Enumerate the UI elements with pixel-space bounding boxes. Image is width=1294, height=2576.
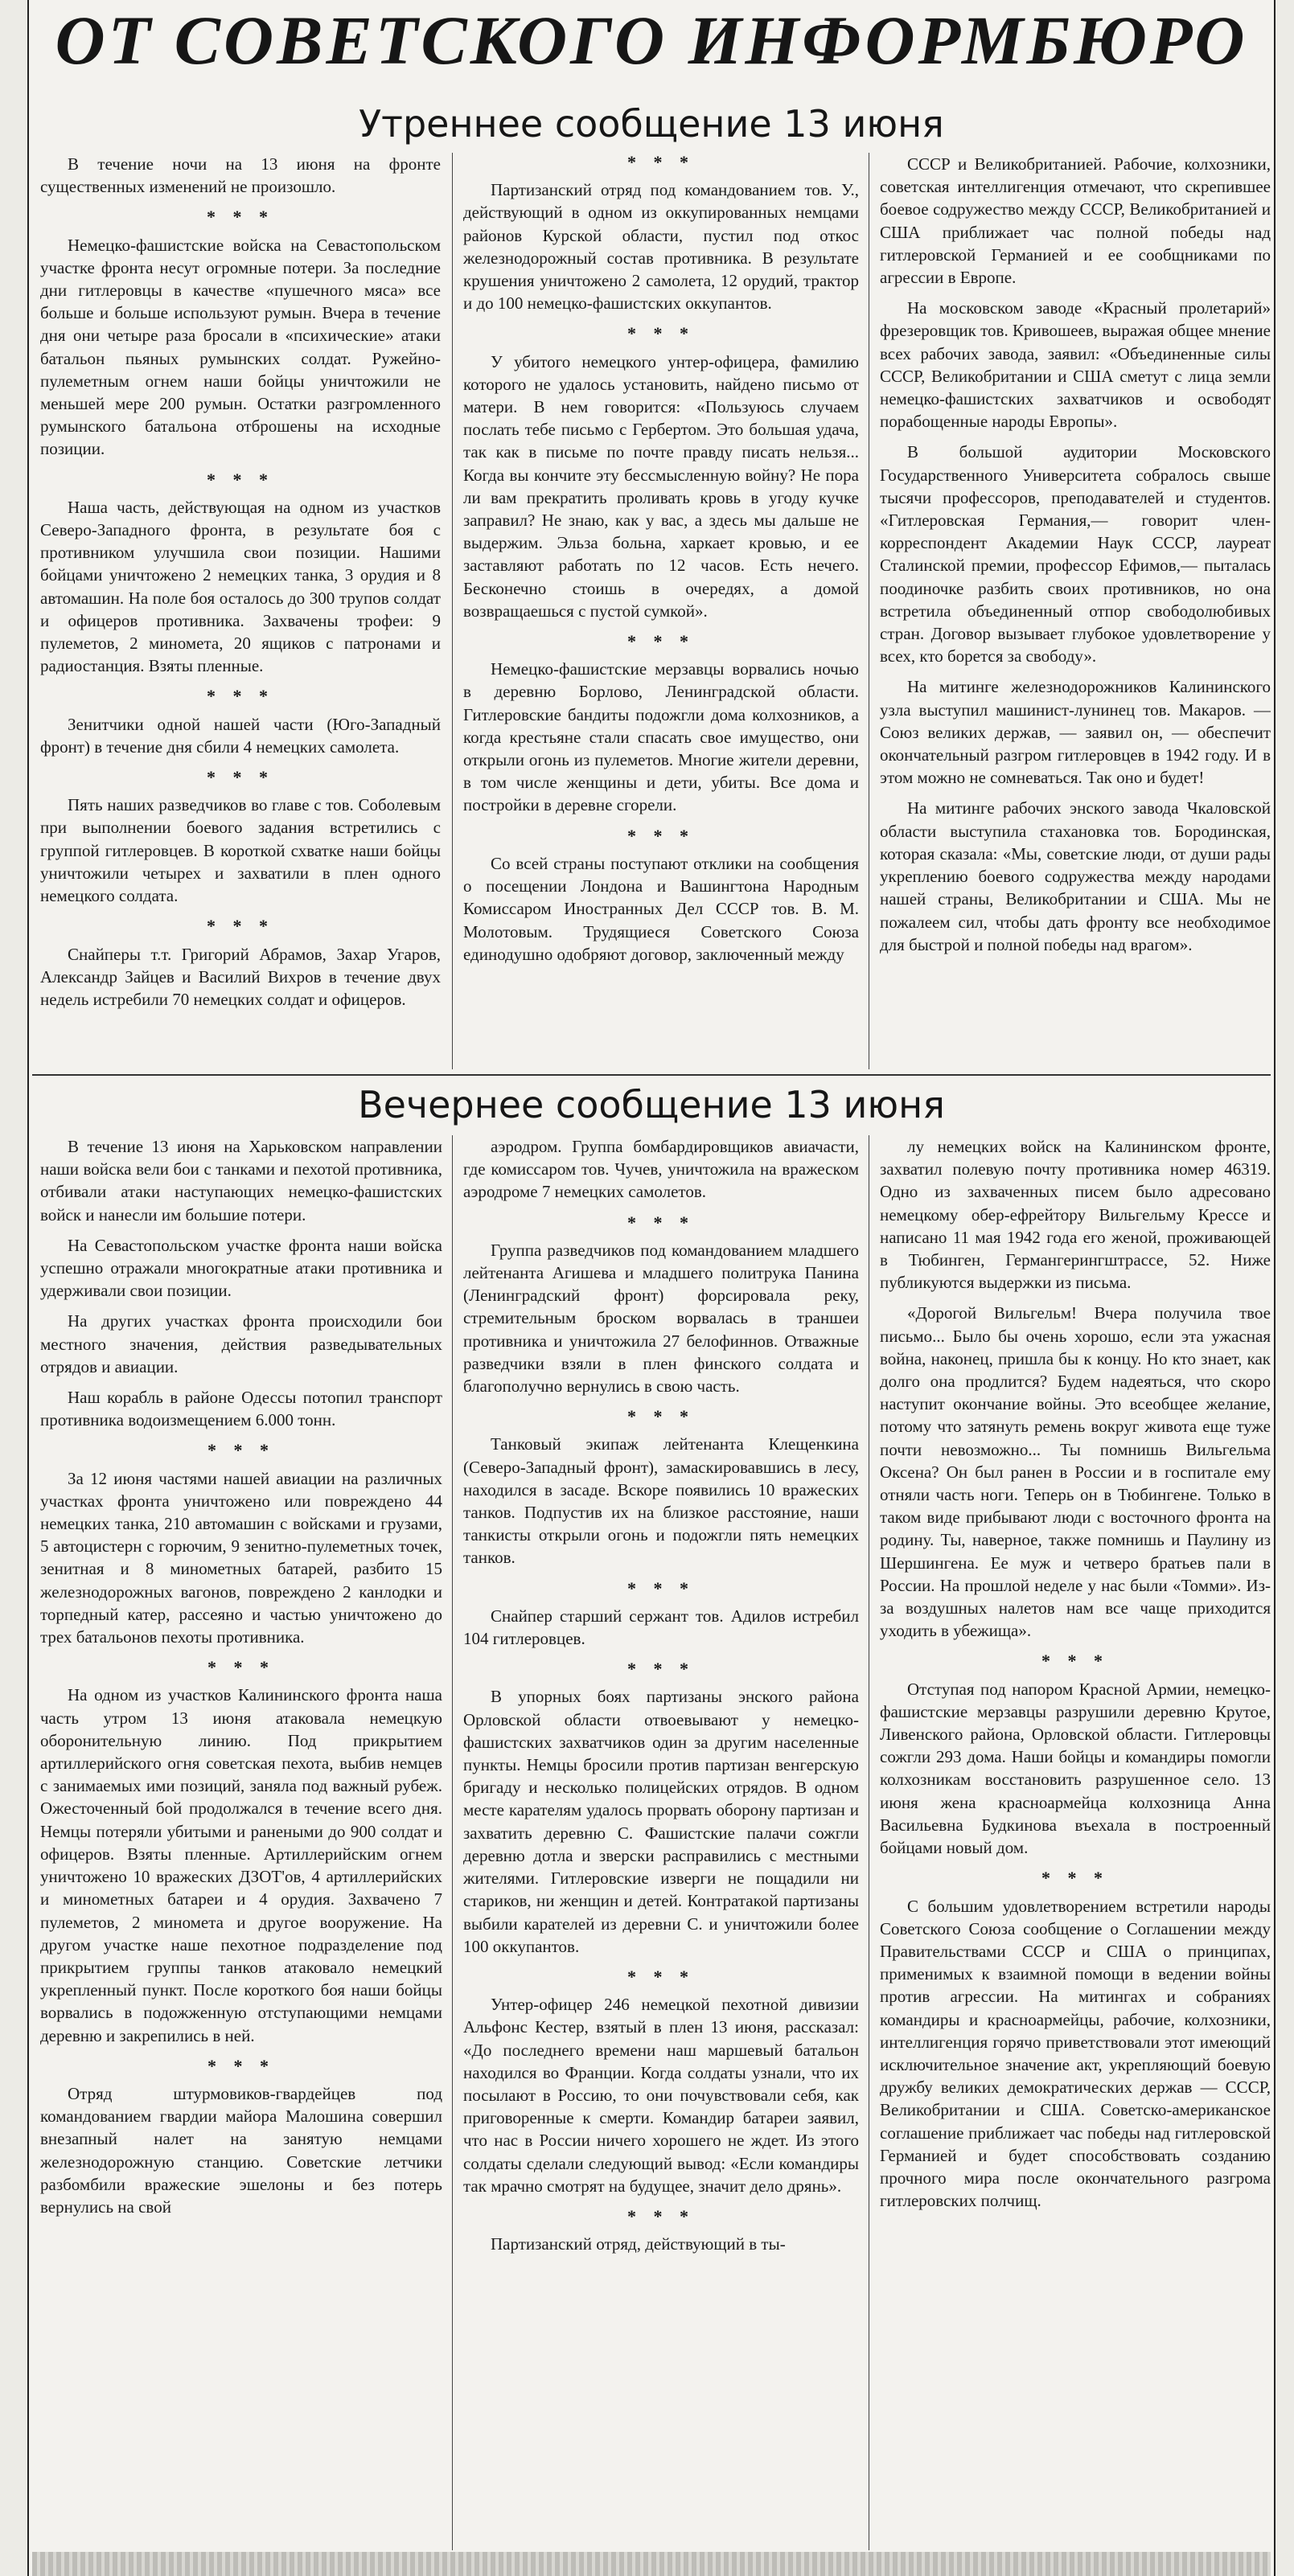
evening-heading: Вечернее сообщение 13 июня	[358, 1083, 945, 1126]
section-separator: * * *	[627, 1406, 695, 1427]
section-separator: * * *	[207, 207, 274, 228]
morning-column-2	[463, 150, 859, 1058]
section-separator: * * *	[1041, 1651, 1109, 1672]
section-separator: * * *	[627, 1577, 695, 1598]
article-paragraph: Немецко-фашистские мерзавцы ворвались ночью в деревню Борлово, Ленинградской области. Гитлеровские бандиты подожгли дома колхозников, а когда крестьяне стали спасать свое имущество, они открыли огонь из пулеметов. Многие жители деревни, в том числе женщины и дети, убиты. Все дома и постройки в деревне сгорели.	[463, 659, 859, 815]
article-paragraph: С большим удовлетворением встретили народы Советского Союза сообщение о Соглашении между Правительствами СССР и США о принципах, применимых к взаимной помощи в ведении войны против агрессии. На митингах и собраниях командиры и красноармейцы, рабочие, колхозники, интеллигенция горячо приветствовали этот имеющий исключительное значение акт, укрепляющий боевую дружбу великих демократических держав — СССР, Великобритании и США. Советско-американское соглашение приближает час победы над гитлеровской Германией и будет способствовать созданию прочного мира после окончательного разгрома гитлеровских полчищ.	[880, 1896, 1271, 2211]
section-separator: * * *	[627, 631, 695, 652]
article-paragraph: На других участках фронта происходили бои местного значения, действия разведывательных отрядов и авиации.	[40, 1311, 442, 1376]
section-separator: * * *	[207, 767, 274, 788]
article-paragraph: Снайперы т.т. Григорий Абрамов, Захар Угаров, Александр Зайцев и Василий Вихров в течение двух недель истребили 70 немецких солдат и офицеров.	[40, 944, 441, 1009]
morning-column-3	[880, 153, 1271, 1069]
right-margin-column	[1274, 0, 1294, 2576]
morning-heading: Утреннее сообщение 13 июня	[359, 102, 944, 146]
section-separator: * * *	[1041, 1868, 1109, 1889]
article-paragraph: Со всей страны поступают отклики на сообщения о посещении Лондона и Вашингтона Народным Комиссаром Иностранных Дел СССР тов. В. М. Молотовым. Трудящиеся Советского Союза единодушно одобряют договор, заключенный между	[463, 853, 859, 964]
article-paragraph: На Севастопольском участке фронта наши войска успешно отражали многократные атаки противника и удерживали свои позиции.	[40, 1235, 442, 1301]
article-paragraph: Снайпер старший сержант тов. Адилов истребил 104 гитлеровцев.	[463, 1606, 859, 1649]
article-paragraph: Наш корабль в районе Одессы потопил транспорт противника водоизмещением 6.000 тонн.	[40, 1388, 442, 1430]
article-paragraph: В течение ночи на 13 июня на фронте существенных изменений не произошло.	[40, 154, 441, 197]
section-separator: * * *	[627, 323, 695, 344]
section-separator: * * *	[627, 152, 695, 172]
section-separator: * * *	[627, 1212, 695, 1233]
left-margin-column	[0, 0, 29, 2576]
article-paragraph: У убитого немецкого унтер-офицера, фамилию которого не удалось установить, найдено письмо от матери. В нем говорится: «Пользуюсь случаем послать тебе письмо с Гербертом. Это большая удача, так как в письме по почте правду писать нельзя... Когда вы кончите эту бессмысленную войну? Не пора ли вам прекратить проливать кровь в угоду кучке заправил? Не знаю, как у вас, а здесь мы дальше не выдержим. Эльза больна, харкает кровью, и ее заставляют работать по 12 часов. Есть нечего. Бесконечно стоишь в очередях, а домой возвращаешься с пустой сумкой».	[463, 351, 859, 621]
article-paragraph: Партизанский отряд, действующий в ты-	[491, 2234, 786, 2254]
section-separator: * * *	[627, 1966, 695, 1987]
article-paragraph: На одном из участков Калининского фронта наша часть утром 13 июня атаковала немецкую оборонительную линию. Под прикрытием артиллерийского огня советская пехота, выбив немцев с занимаемых ими позиций, заняла под важный рубеж. Ожесточенный бой продолжался в течение всего дня. Немцы потеряли убитыми и ранеными до 900 солдат и офицеров. Взяты пленные. Артиллерийским огнем уничтожено 10 вражеских ДЗОТ'ов, 4 артиллерийских и минометных батареи и 4 орудия. Захвачено 7 пулеметов, 2 миномета и другое вооружение. На другом участке наше пехотное подразделение под прикрытием группы танков атаковало немецкий укрепленный пункт. После короткого боя наши бойцы ворвались в подожженную отступающими немцами деревню и закрепились в ней.	[40, 1685, 442, 2045]
article-paragraph: Отступая под напором Красной Армии, немецко-фашистские мерзавцы разрушили деревню Крутое, Ливенского района, Орловской области. Гитлеровцы сожгли 293 дома. Наши бойцы и командиры помогли колхозникам восстановить разрушенное село. 13 июня жена красноармейца колхозница Анна Васильевна Будкинова въехала в построенный бойцами новый дом.	[880, 1679, 1271, 1858]
article-paragraph: «Дорогой Вильгельм! Вчера получила твое письмо... Было бы очень хорошо, если эта ужасная война, наконец, пришла бы к концу. Но кто знает, как долго она продлится? Будем надеяться, что скоро наступит окончание войны. Это всеобщее желание, потому что затянуть ремень вокруг живота еще туже почти невозможно... Ты помнишь Вильгельма Оксена? Он был ранен в России и в госпитале ему отняли часть ноги. Теперь он в Тюбингене. Только в таком виде прибывают люди с восточного фронта на родину. Ты, наверное, также помнишь и Паулину из Шершингена. Ее муж и четверо братьев пали в России. На прошлой неделе у нас были «Томми». Из-за воздушных налетов нам все чаще приходится уходить в убежища».	[880, 1303, 1271, 1641]
section-separator: * * *	[207, 1657, 275, 1678]
page-bottom-edge	[32, 2552, 1271, 2576]
morning-column-1	[40, 153, 441, 1069]
evening-column-3	[880, 1135, 1271, 2550]
article-paragraph: Немецко-фашистские войска на Севастопольском участке фронта несут огромные потери. За последние дни гитлеровцы в качестве «пушечного мяса» все больше и больше используют румын. Вчера в течение дня они четыре раза бросали в «психические» атаки батальон пьяных румынских солдат. Ружейно-пулеметным огнем наши бойцы уничтожили не меньшей мере 200 румын. Остатки разгромленного румынского батальона отброшены на исходные позиции.	[40, 235, 441, 459]
article-paragraph: На митинге рабочих энского завода Чкаловской области выступила стахановка тов. Бородинская, которая сказала: «Мы, советские люди, от души рады укреплению боевого содружества между народами нашей страны, Великобритании и США. Мы не пожалеем сил, чтобы дать фронту все необходимое для быстрой и полной победы над врагом».	[880, 798, 1271, 954]
article-paragraph: Зенитчики одной нашей части (Юго-Западный фронт) в течение дня сбили 4 немецких самолета.	[40, 714, 441, 757]
article-paragraph: лу немецких войск на Калининском фронте, захватил полевую почту противника номер 46319. Одно из захваченных писем было адресовано немецкому обер-ефрейтору Вильгельму Крессе и написано 11 мая 1942 года его женой, проживающей в Тюбинген, Германгерингштрассе, 52. Ниже публикуются выдержки из письма.	[880, 1137, 1271, 1293]
article-paragraph: Группа разведчиков под командованием младшего лейтенанта Агишева и младшего политрука Панина (Ленинградский фронт) форсировала реку, стремительным броском ворвалась в траншеи противника и уничтожила 27 белофиннов. Отважные разведчики взяли в плен финского солдата и благополучно вернулись в свою часть.	[463, 1240, 859, 1397]
section-separator: * * *	[207, 686, 274, 707]
article-paragraph: Унтер-офицер 246 немецкой пехотной дивизии Альфонс Кестер, взятый в плен 13 июня, рассказал: «До последнего времени наш маршевый батальон находился во Франции. Когда солдаты узнали, что их посылают в Россию, то они почувствовали себя, как приговоренные к смерти. Командир батареи заявил, что нас в России ничего хорошего не ждет. Из этого солдаты сделали следующий вывод: «Если командиры так мрачно смотрят на будущее, значит дело дрянь».	[463, 1995, 859, 2196]
article-paragraph: Пять наших разведчиков во главе с тов. Соболевым при выполнении боевого задания встретились с группой гитлеровцев. В короткой схватке наши бойцы уничтожили четырех и захватили в плен одного немецкого солдата.	[40, 795, 441, 906]
evening-column-1	[40, 1135, 442, 2550]
article-paragraph: В большой аудитории Московского Государственного Университета собралось свыше тысячи профессоров, преподавателей и студентов. «Гитлеровская Германия,— говорит член-корреспондент Академии Наук СССР, лауреат Сталинской премии, профессор Ефимов,— пыталась поодиночке разбить своих противников, но она встретила объединенный отпор свободолюбивых стран. Договор вызывает глубокое удовлетворение у всех, кто борется за свободу».	[880, 442, 1271, 667]
newspaper-page	[32, 0, 1271, 2576]
section-separator: * * *	[207, 469, 274, 490]
article-paragraph: Партизанский отряд под командованием тов. У., действующий в одном из оккупированных немцами районов Курской области, пустил под откос железнодорожный состав противника. В результате крушения уничтожено 2 самолета, 12 орудий, трактор и до 100 немецко-фашистских оккупантов.	[463, 180, 859, 314]
section-separator: * * *	[627, 2205, 695, 2226]
article-paragraph: Наша часть, действующая на одном из участков Северо-Западного фронта, в результате боя с противником улучшила свои позиции. Нашими бойцами уничтожено 2 немецких танка, 3 орудия и 8 автомашин. На поле боя осталось до 300 трупов солдат и офицеров противника. Захвачены трофеи: 9 пулеметов, 2 миномета, 20 ящиков с патронами и радиостанция. Взяты пленные.	[40, 497, 441, 676]
page-title: ОТ СОВЕТСКОГО ИНФОРМБЮРО	[55, 2, 1248, 79]
section-separator: * * *	[627, 1659, 695, 1680]
section-separator: * * *	[207, 1440, 275, 1461]
article-paragraph: Отряд штурмовиков-гвардейцев под командованием гвардии майора Малошина совершил внезапный налет на занятую немцами железнодорожную станцию. Советские летчики разбомбили вражеские эшелоны и без потерь вернулись на свой	[40, 2083, 442, 2217]
article-paragraph: За 12 июня частями нашей авиации на различных участках фронта уничтожено или повреждено 44 немецких танка, 210 автомашин с войсками и грузами, 5 автоцистерн с горючим, 9 зенитно-пулеметных точек, зенитная и 8 минометных батарей, разбито 15 железнодорожных вагонов, повреждено 2 канлодки и торпедный катер, рассеяно и частью уничтожено до трех батальонов пехоты противника.	[40, 1468, 442, 1647]
section-divider	[32, 1074, 1271, 1076]
section-separator: * * *	[207, 2055, 275, 2076]
article-paragraph: СССР и Великобританией. Рабочие, колхозники, советская интеллигенция отмечают, что скрепившее боевое содружество между СССР, Великобританией и США приближает час полной победы над гитлеровской Германией и ее сообщниками по агрессии в Европе.	[880, 154, 1271, 288]
article-paragraph: В упорных боях партизаны энского района Орловской области отвоевывают у немецко-фашистских захватчиков один за другим населенные пункты. Немцы бросили против партизан венгерскую бригаду и несколько полицейских отрядов. В одном месте карателям удалось прорвать оборону партизан и захватить деревню С. Фашистские палачи сожгли деревню дотла и зверски расправились с местными жителями. Гитлеровские изверги не пощадили ни стариков, ни женщин и детей. Контратакой партизаны выбили карателей из деревни С. и уничтожили более 100 оккупантов.	[463, 1687, 859, 1956]
evening-column-2	[463, 1135, 859, 2550]
article-paragraph: В течение 13 июня на Харьковском направлении наши войска вели бои с танками и пехотой противника, отбивали атаки наступающих немецко-фашистских войск и нанесли им большие потери.	[40, 1137, 442, 1224]
article-paragraph: На московском заводе «Красный пролетарий» фрезеровщик тов. Кривошеев, выражая общее мнение всех рабочих завода, заявил: «Объединенные силы СССР, Великобритании и США сметут с лица земли немецко-фашистских захватчиков и освободят порабощенные народы Европы».	[880, 298, 1271, 432]
column-divider	[452, 153, 453, 1069]
article-paragraph: Танковый экипаж лейтенанта Клещенкина (Северо-Западный фронт), замаскировавшись в лесу, находился в засаде. Вскоре появились 10 вражеских танков. Подпустив их на близкое расстояние, наши танкисты открыли огонь и подожгли пять немецких танков.	[463, 1434, 859, 1568]
article-paragraph: аэродром. Группа бомбардировщиков авиачасти, где комиссаром тов. Чучев, уничтожила на вражеском аэродроме 7 немецких самолетов.	[463, 1137, 859, 1202]
article-paragraph: На митинге железнодорожников Калининского узла выступил машинист-лунинец тов. Макаров. — Союз великих держав, — заявил он, — обеспечит окончательный разгром гитлеровцев в 1942 году. И в этом можно не сомневаться. Так оно и будет!	[880, 677, 1271, 788]
section-separator: * * *	[207, 916, 274, 937]
column-divider	[452, 1135, 453, 2550]
section-separator: * * *	[627, 825, 695, 846]
